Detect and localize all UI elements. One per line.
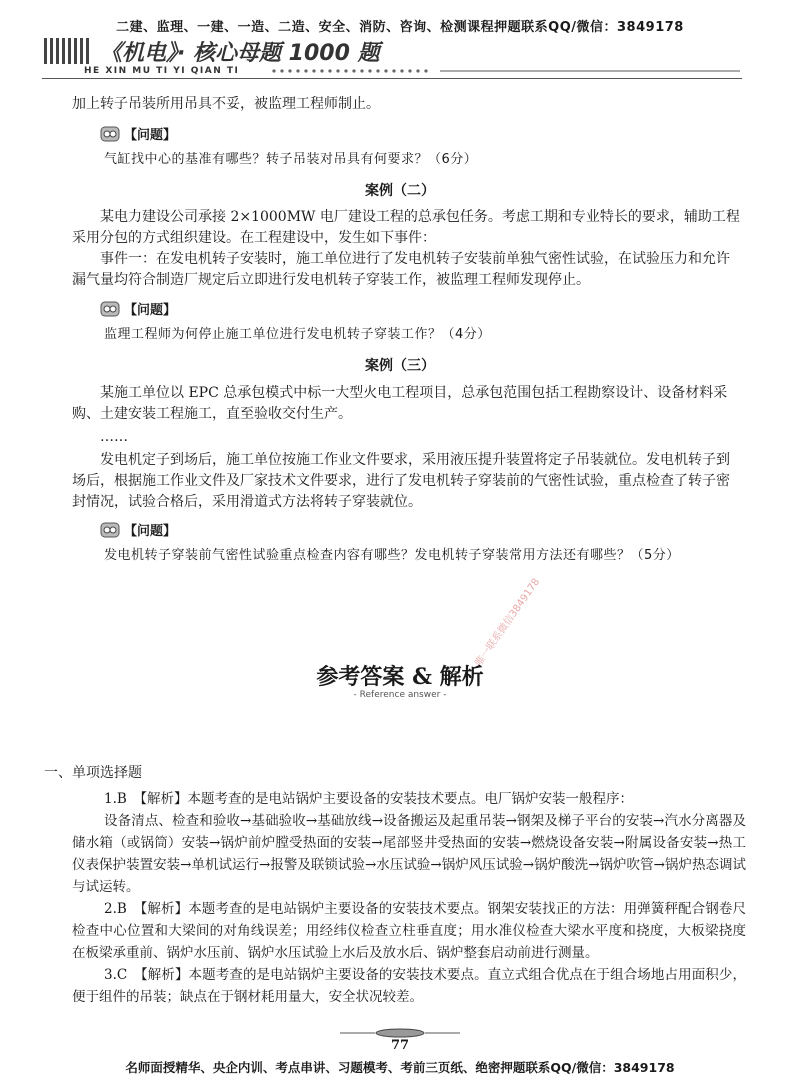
question-3: 发电机转子穿装前气密性试验重点检查内容有哪些？发电机转子穿装常用方法还有哪些？（5分） [104, 548, 680, 563]
question-icon [100, 126, 120, 142]
reference-subtitle: - Reference answer - [353, 690, 447, 700]
case-2-paragraph-2: 事件一：在发电机转子安装时，施工单位进行了发电机转子安装前单独气密性试验，在试验压力和允许漏气量均符合制造厂规定后立即进行发电机转子穿装工作，被监理工程师发现停止。 [72, 251, 730, 288]
question-icon [100, 522, 120, 538]
case-3-paragraph-1: 某施工单位以 EPC 总承包模式中标一大型火电工程项目，总承包范围包括工程勘察设计、设备材料采购、土建安装工程施工，直至验收交付生产。 [72, 385, 728, 422]
answer-2: 2.B 【解析】本题考查的是电站锅炉主要设备的安装技术要点。钢架安装找正的方法：用弹簧秤配合钢卷尺检查中心位置和大梁间的对角线误差；用经纬仪检查立柱垂直度；用水准仪检查大梁水平度和挠度，大板梁挠度在板梁承重前、锅炉水压前、锅炉水压试验上水后及放水后、锅炉整套启动前进行测量。 [72, 901, 746, 961]
bottom-banner: 名师面授精华、央企内训、考点串讲、习题模考、考前三页纸、绝密押题联系QQ/微信：3849178 [125, 1060, 675, 1075]
top-banner: 二建、监理、一建、一造、二造、安全、消防、咨询、检测课程押题联系QQ/微信：3849178 [116, 20, 684, 35]
question-label: 【问题】 [124, 303, 177, 318]
question-2: 监理工程师为何停止施工单位进行发电机转子穿装工作？（4分） [104, 327, 491, 342]
case-2-paragraph-1: 某电力建设公司承接 2×1000MW 电厂建设工程的总承包任务。考虑工期和专业特长的要求，辅助工程采用分包的方式组织建设。在工程建设中，发生如下事件： [72, 209, 740, 246]
answer-1: 1.B 【解析】本题考查的是电站锅炉主要设备的安装技术要点。电厂锅炉安装一般程序： [104, 791, 634, 807]
question-heading [100, 124, 176, 143]
case-3-paragraph-2: 发电机定子到场后，施工单位按施工作业文件要求，采用液压提升装置将定子吊装就位。发电机转子到场后，根据施工作业文件及厂家技术文件要求，进行了发电机转子穿装前的气密性试验，重点检查了转子密封情况，试验合格后，采用滑道式方法将转子穿装就位。 [72, 452, 730, 510]
page-number: 77 [390, 1038, 410, 1053]
watermark: 唯一联系微信3849178 [473, 576, 543, 669]
header-stripes-icon [42, 34, 102, 68]
case-3-title: 案例（三） [365, 358, 435, 374]
question-heading [100, 299, 176, 318]
case-3-ellipsis: …… [100, 429, 128, 445]
question-label: 【问题】 [124, 128, 177, 143]
header-subtitle: HE XIN MU TI YI QIAN TI [84, 66, 240, 76]
header-rule [42, 78, 742, 79]
question-1: 气缸找中心的基准有哪些？转子吊装对吊具有何要求？（6分） [104, 152, 478, 167]
header-title: 《机电》· 核心母题 1000 题 [100, 41, 380, 66]
question-icon [100, 301, 120, 317]
question-heading [100, 520, 176, 539]
answer-1-detail: 设备清点、检查和验收→基础验收→基础放线→设备搬运及起重吊装→钢架及梯子平台的安装→汽水分离器及储水箱（或锅筒）安装→锅炉前炉膛受热面的安装→尾部竖井受热面的安装→燃烧设备安装→附属设备安装→热工仪表保护装置安装→单机试运行→报警及联锁试验→水压试验→锅炉风压试验→锅炉酸洗→锅炉吹管→锅炉热态调试与试运转。 [72, 813, 746, 895]
question-label: 【问题】 [124, 524, 177, 539]
section-heading: 一、单项选择题 [44, 765, 142, 781]
reference-title: 参考答案 & 解析 [316, 664, 484, 690]
case-2-title: 案例（二） [365, 183, 435, 199]
header-dots-decoration [270, 65, 740, 77]
answer-3: 3.C 【解析】本题考查的是电站锅炉主要设备的安装技术要点。直立式组合优点在于组合场地占用面积少，便于组件的吊装；缺点在于钢材耗用量大，安全状况较差。 [72, 967, 746, 1005]
page-ornament-icon [340, 1028, 460, 1038]
intro-line: 加上转子吊装所用吊具不妥，被监理工程师制止。 [72, 96, 380, 112]
